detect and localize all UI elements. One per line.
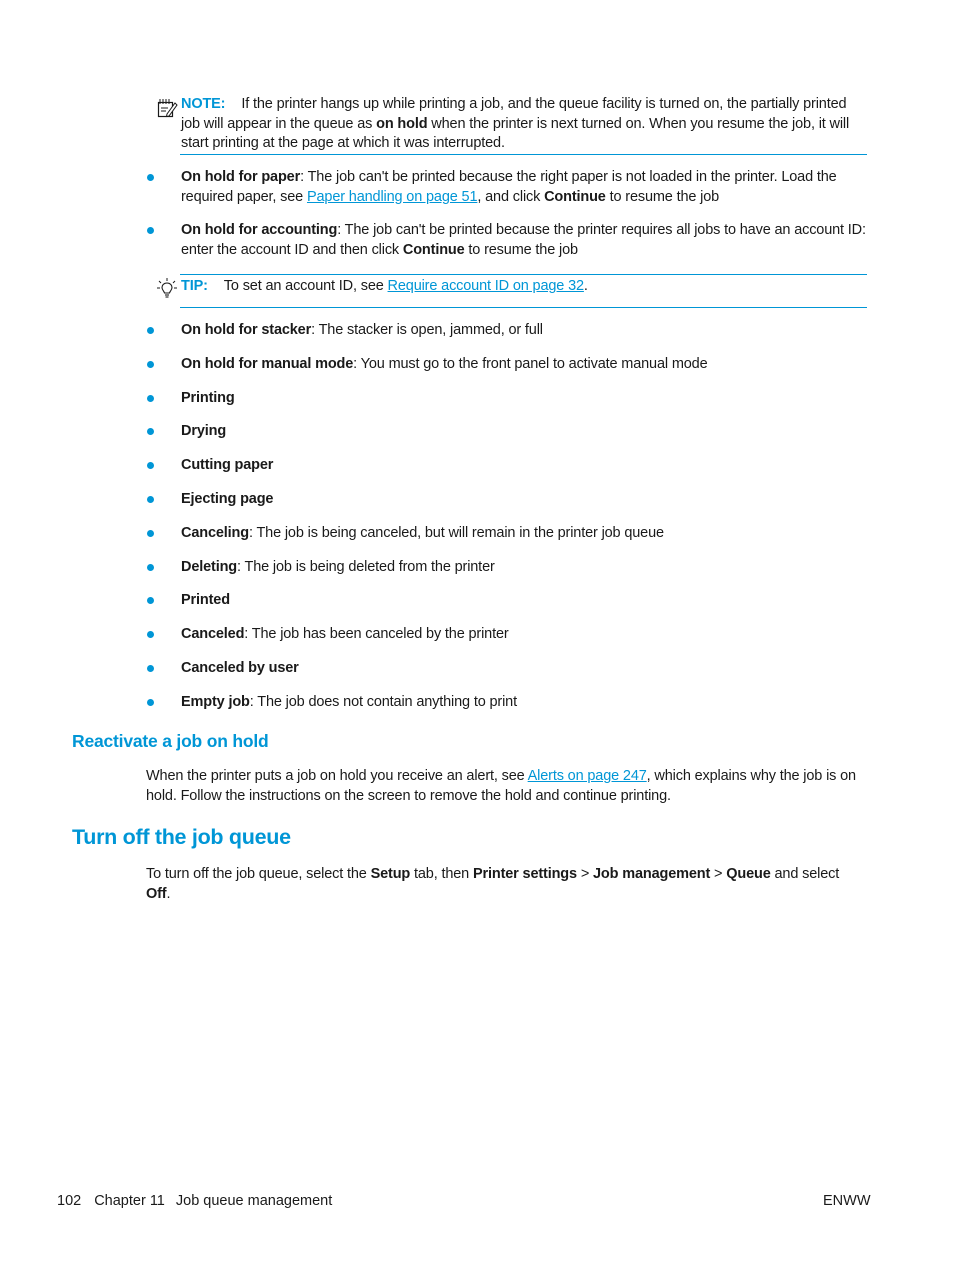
chapter-title: Job queue management xyxy=(175,1193,333,1209)
bullet-dot-icon xyxy=(147,227,154,234)
bullet-dot-icon xyxy=(147,631,154,638)
chapter-label: Chapter 11 xyxy=(94,1193,165,1209)
bullet-dot-icon xyxy=(147,395,154,402)
list-item: Deleting: The job is being deleted from the printer xyxy=(181,559,495,575)
bullet-dot-icon xyxy=(147,496,154,503)
list-item: Canceled by user xyxy=(181,660,299,676)
list-item: Printed xyxy=(181,592,230,608)
require-account-id-link[interactable]: Require account ID on page 32 xyxy=(387,278,584,294)
list-item: Empty job: The job does not contain anything to print xyxy=(181,694,517,710)
bullet-dot-icon xyxy=(147,597,154,604)
section-heading-reactivate: Reactivate a job on hold xyxy=(72,731,269,751)
bullet-dot-icon xyxy=(147,428,154,435)
bullet-dot-icon xyxy=(147,530,154,537)
bullet-dot-icon xyxy=(147,462,154,469)
list-item: Drying xyxy=(181,423,227,439)
page-number: 102 xyxy=(57,1193,82,1209)
tip-divider-bottom xyxy=(180,307,867,308)
paper-handling-link[interactable]: Paper handling on page 51 xyxy=(306,188,478,205)
alerts-link[interactable]: Alerts on page 247 xyxy=(527,768,647,784)
bullet-dot-icon xyxy=(147,174,154,181)
tip-divider-top xyxy=(180,274,867,275)
list-item: On hold for stacker: The stacker is open, jammed, or full xyxy=(181,322,543,338)
turn-off-paragraph: To turn off the job queue, select the Setup tab, then Printer settings > Job management > Queue and select Off. xyxy=(146,866,840,902)
lightbulb-icon xyxy=(156,277,178,301)
bullet-dot-icon xyxy=(147,665,154,672)
list-item: Ejecting page xyxy=(181,491,274,507)
note-icon xyxy=(156,97,178,119)
list-item-on-hold-for-paper: On hold for paper: The job can't be printed because the right paper is not loaded in the printer. Load the required paper, see Paper handling on page 51, and click Continue to resume the job xyxy=(181,169,837,205)
reactivate-paragraph: When the printer puts a job on hold you receive an alert, see Alerts on page 247, which explains why the job is on hold. Follow the instructions on the screen to remove the hold and continue printing. xyxy=(146,768,856,804)
list-item: Canceling: The job is being canceled, but will remain in the printer job queue xyxy=(181,525,664,541)
section-heading-turn-off: Turn off the job queue xyxy=(72,825,291,849)
bullet-dot-icon xyxy=(147,564,154,571)
note-label: NOTE: xyxy=(181,96,226,112)
list-item: Canceled: The job has been canceled by the printer xyxy=(181,626,509,642)
footer-right: ENWW xyxy=(823,1193,871,1209)
bullet-dot-icon xyxy=(147,361,154,368)
note-divider xyxy=(180,154,867,155)
footer-left xyxy=(57,1193,332,1209)
bullet-dot-icon xyxy=(147,327,154,334)
tip-label: TIP: xyxy=(181,278,208,294)
tip-text: TIP: To set an account ID, see Require account ID on page 32. xyxy=(181,278,588,294)
list-item-on-hold-for-accounting: On hold for accounting: The job can't be printed because the printer requires all jobs to have an account ID: enter the account ID and then click Continue to resume the job xyxy=(181,222,866,258)
list-item: On hold for manual mode: You must go to the front panel to activate manual mode xyxy=(181,356,708,372)
list-item: Printing xyxy=(181,390,235,406)
list-item: Cutting paper xyxy=(181,457,274,473)
bullet-dot-icon xyxy=(147,699,154,706)
note-text: NOTE: If the printer hangs up while printing a job, and the queue facility is turned on, the partially printed job will appear in the queue as on hold when the printer is next turned on. When you resume the job, it will start printing at the page at which it was interrupted. xyxy=(181,96,850,151)
